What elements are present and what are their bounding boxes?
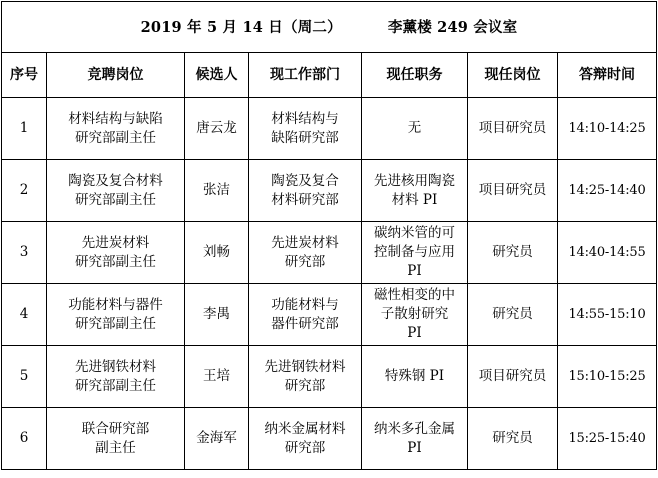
col-header-department: 现工作部门 (249, 53, 362, 98)
department-line: 纳米金属材料 (264, 420, 346, 437)
duty-cell (362, 346, 468, 408)
position-line: 陶瓷及复合材料 (68, 172, 163, 189)
post-cell: 研究员 (468, 284, 558, 346)
position-line: 研究部副主任 (75, 191, 156, 208)
duty-line: 特殊钢 PI (384, 368, 445, 384)
department-line: 先进炭材料 (271, 234, 339, 251)
post-cell: 研究员 (468, 408, 558, 470)
position-line: 研究部副主任 (75, 377, 156, 394)
position-line: 材料结构与缺陷 (68, 110, 163, 127)
department-line: 研究部 (284, 377, 326, 394)
position-cell (47, 222, 185, 284)
post-cell: 研究员 (468, 222, 558, 284)
department-cell (249, 346, 362, 408)
time-cell: 15:25-15:40 (558, 408, 657, 470)
position-line: 研究部副主任 (75, 315, 156, 332)
col-header-duty: 现任职务 (362, 53, 468, 98)
duty-line: 磁性相变的中 (374, 287, 455, 303)
position-cell (47, 346, 185, 408)
duty-line: PI (407, 439, 422, 456)
table-row (2, 160, 657, 222)
department-cell (249, 98, 362, 160)
duty-cell (362, 222, 468, 284)
department-cell (249, 284, 362, 346)
duty-line: PI (407, 263, 422, 279)
department-line: 先进钢铁材料 (264, 358, 346, 375)
duty-line: 材料 PI (391, 191, 438, 208)
table-row (2, 408, 657, 470)
position-cell (47, 98, 185, 160)
department-line: 器件研究部 (271, 315, 339, 332)
time-cell: 14:10-14:25 (558, 98, 657, 160)
time-cell: 15:10-15:25 (558, 346, 657, 408)
department-line: 研究部 (284, 253, 326, 270)
header-row (2, 53, 657, 98)
time-cell: 14:40-14:55 (558, 222, 657, 284)
position-line: 先进钢铁材料 (75, 358, 156, 375)
position-line: 研究部副主任 (75, 253, 156, 270)
time-cell: 14:25-14:40 (558, 160, 657, 222)
row-number-cell: 6 (2, 408, 47, 470)
duty-line: PI (407, 325, 422, 341)
duty-line: 先进核用陶瓷 (374, 172, 455, 189)
row-number-cell: 2 (2, 160, 47, 222)
duty-cell (362, 160, 468, 222)
post-cell: 项目研究员 (468, 160, 558, 222)
duty-line: 碳纳米管的可 (374, 225, 455, 241)
department-line: 陶瓷及复合 (271, 172, 339, 189)
position-cell (47, 160, 185, 222)
position-cell (47, 284, 185, 346)
table-row (2, 98, 657, 160)
time-cell: 14:55-15:10 (558, 284, 657, 346)
schedule-title (2, 2, 657, 53)
position-line: 联合研究部 (81, 420, 150, 437)
duty-cell (362, 408, 468, 470)
department-line: 材料研究部 (271, 191, 339, 208)
department-cell (249, 160, 362, 222)
candidate-cell: 刘畅 (185, 222, 249, 284)
col-header-candidate: 候选人 (185, 53, 249, 98)
table-row (2, 284, 657, 346)
row-number-cell: 5 (2, 346, 47, 408)
candidate-cell: 唐云龙 (185, 98, 249, 160)
col-header-post: 现任岗位 (468, 53, 558, 98)
row-number-cell: 3 (2, 222, 47, 284)
candidate-cell: 金海军 (185, 408, 249, 470)
department-cell (249, 408, 362, 470)
duty-line: 无 (407, 120, 422, 136)
post-cell: 项目研究员 (468, 98, 558, 160)
department-line: 材料结构与 (271, 110, 339, 127)
row-number-cell: 4 (2, 284, 47, 346)
department-line: 研究部 (284, 439, 326, 456)
candidate-cell: 张洁 (185, 160, 249, 222)
defense-schedule-table (1, 1, 657, 470)
title-row (2, 2, 657, 53)
col-header-time: 答辩时间 (558, 53, 657, 98)
candidate-cell: 李禺 (185, 284, 249, 346)
duty-line: 控制备与应用 (374, 244, 455, 260)
position-line: 副主任 (95, 439, 136, 456)
duty-cell (362, 98, 468, 160)
position-line: 功能材料与器件 (68, 296, 163, 313)
post-cell: 项目研究员 (468, 346, 558, 408)
position-cell (47, 408, 185, 470)
position-line: 研究部副主任 (75, 129, 156, 146)
department-cell (249, 222, 362, 284)
duty-line: 纳米多孔金属 (374, 420, 455, 437)
duty-cell (362, 284, 468, 346)
candidate-cell: 王培 (185, 346, 249, 408)
position-line: 先进炭材料 (81, 234, 150, 251)
row-number-cell: 1 (2, 98, 47, 160)
department-line: 功能材料与 (271, 296, 339, 313)
title-location: 李薰楼 249 会议室 (387, 18, 518, 36)
duty-line: 子散射研究 (380, 306, 449, 322)
table-row (2, 222, 657, 284)
col-header-position: 竞聘岗位 (47, 53, 185, 98)
table-row (2, 346, 657, 408)
col-header-no: 序号 (2, 53, 47, 98)
title-date: 2019 年 5 月 14 日（周二） (140, 18, 342, 36)
department-line: 缺陷研究部 (271, 129, 339, 146)
